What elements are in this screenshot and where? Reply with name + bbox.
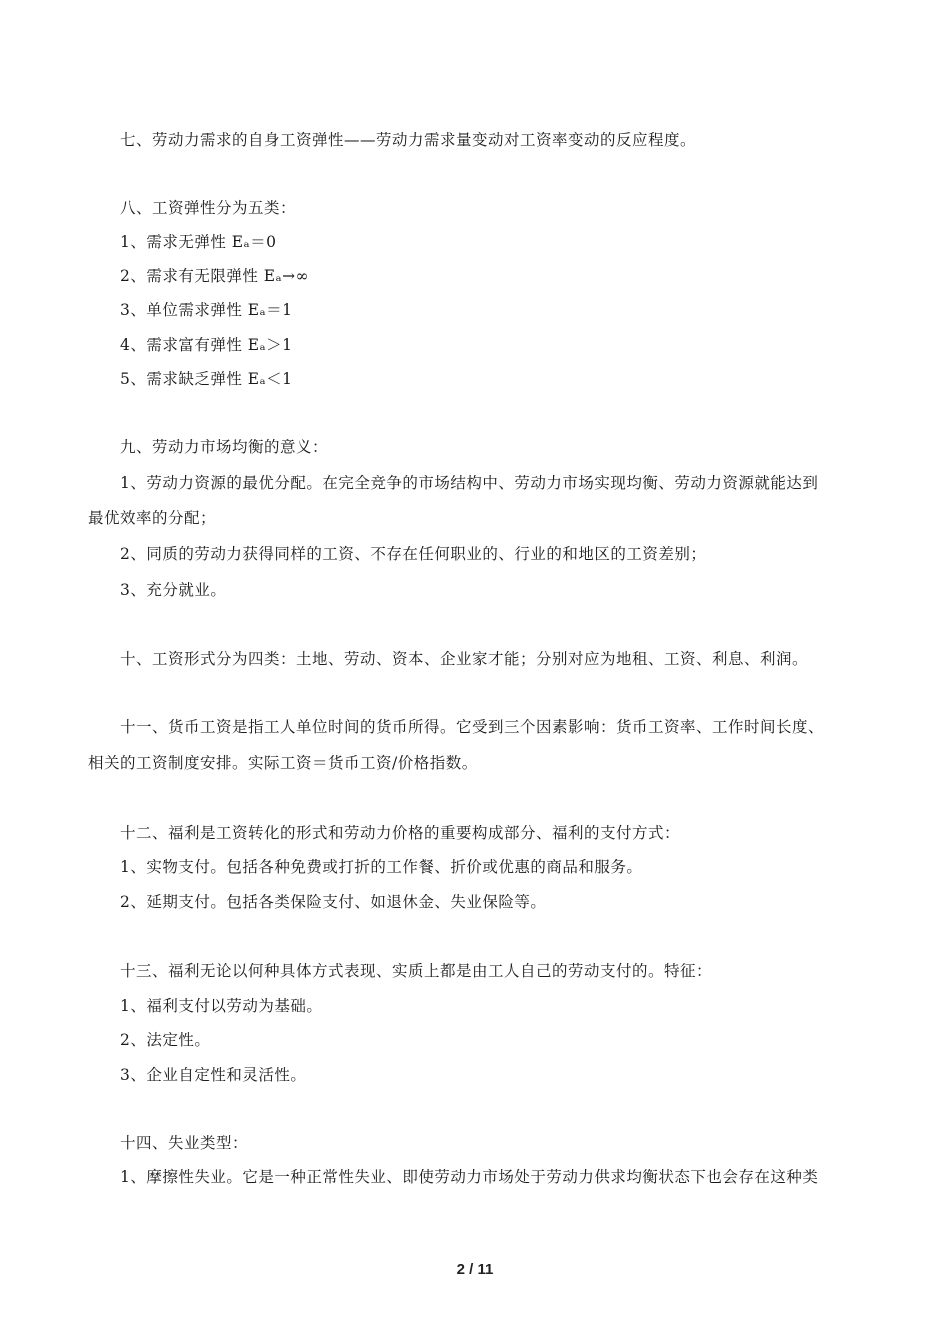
list-item: 1、福利支付以劳动为基础。 bbox=[120, 997, 323, 1015]
list-item: 2、法定性。 bbox=[120, 1031, 211, 1049]
list-item: 1、需求无弹性 Eₐ＝0 bbox=[120, 233, 277, 251]
list-item: 2、延期支付。包括各类保险支付、如退休金、失业保险等。 bbox=[120, 893, 547, 911]
paragraph-10: 十、工资形式分为四类：土地、劳动、资本、企业家才能；分别对应为地租、工资、利息、利润。 bbox=[120, 650, 809, 668]
list-item: 1、实物支付。包括各种免费或打折的工作餐、折价或优惠的商品和服务。 bbox=[120, 858, 643, 876]
list-item: 3、企业自定性和灵活性。 bbox=[120, 1066, 307, 1084]
page-number: 2 / 11 bbox=[456, 1261, 494, 1278]
list-item: 3、单位需求弹性 Eₐ＝1 bbox=[120, 301, 293, 319]
list-item: 4、需求富有弹性 Eₐ＞1 bbox=[120, 336, 293, 354]
list-item: 2、同质的劳动力获得同样的工资、不存在任何职业的、行业的和地区的工资差别； bbox=[120, 545, 707, 563]
paragraph-11-continuation: 相关的工资制度安排。实际工资＝货币工资/价格指数。 bbox=[88, 754, 478, 772]
paragraph-7: 七、劳动力需求的自身工资弹性——劳动力需求量变动对工资率变动的反应程度。 bbox=[120, 131, 697, 149]
list-item: 1、摩擦性失业。它是一种正常性失业、即使劳动力市场处于劳动力供求均衡状态下也会存在这种类 bbox=[120, 1168, 819, 1186]
paragraph-12-heading: 十二、福利是工资转化的形式和劳动力价格的重要构成部分、福利的支付方式： bbox=[120, 824, 681, 842]
paragraph-11: 十一、货币工资是指工人单位时间的货币所得。它受到三个因素影响：货币工资率、工作时间长度、 bbox=[120, 718, 825, 736]
list-item: 2、需求有无限弹性 Eₐ→∞ bbox=[120, 267, 309, 285]
paragraph-8-heading: 八、工资弹性分为五类： bbox=[120, 199, 297, 217]
list-item: 5、需求缺乏弹性 Eₐ＜1 bbox=[120, 370, 293, 388]
list-item: 3、充分就业。 bbox=[120, 581, 227, 599]
list-item-continuation: 最优效率的分配； bbox=[88, 509, 217, 527]
paragraph-9-heading: 九、劳动力市场均衡的意义： bbox=[120, 438, 329, 456]
paragraph-13-heading: 十三、福利无论以何种具体方式表现、实质上都是由工人自己的劳动支付的。特征： bbox=[120, 962, 713, 980]
list-item: 1、劳动力资源的最优分配。在完全竞争的市场结构中、劳动力市场实现均衡、劳动力资源就能达到 bbox=[120, 474, 819, 492]
paragraph-14-heading: 十四、失业类型： bbox=[120, 1134, 249, 1152]
